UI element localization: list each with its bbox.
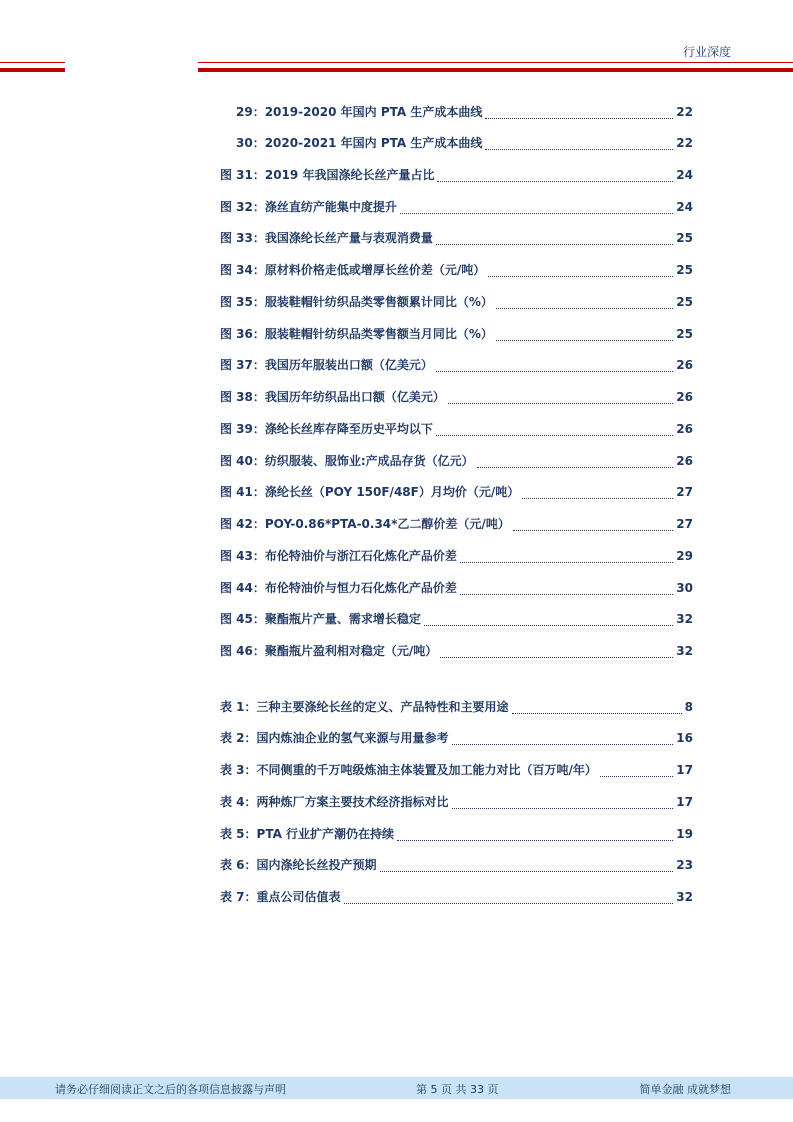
toc-entry-label: 图 46：聚酯瓶片盈利相对稳定（元/吨） (220, 644, 438, 658)
toc-entry[interactable] (220, 579, 693, 597)
toc-entry-label: 表 6：国内涤纶长丝投产预期 (220, 858, 377, 872)
toc-entry-label: 表 2：国内炼油企业的氢气来源与用量参考 (220, 731, 449, 745)
toc-entry-label: 图 38：我国历年纺织品出口额（亿美元） (220, 390, 445, 404)
footer-bar (0, 1077, 793, 1099)
toc-entry-page: 26 (676, 454, 693, 468)
toc-entry-page: 25 (676, 295, 693, 309)
toc-entry-label: 图 35：服装鞋帽针纺织品类零售额累计同比（%） (220, 295, 493, 309)
toc-entry-label: 表 4：两种炼厂方案主要技术经济指标对比 (220, 795, 449, 809)
toc-entry-label: 图 45：聚酯瓶片产量、需求增长稳定 (220, 612, 421, 626)
header-rule (198, 62, 793, 63)
toc-leader-dots (496, 299, 673, 309)
toc-leader-dots (452, 799, 674, 809)
toc-entry-page: 23 (676, 858, 693, 872)
toc-entry-label: 图 34：原材料价格走低或增厚长丝价差（元/吨） (220, 263, 486, 277)
toc-entry-label: 图 33：我国涤纶长丝产量与表观消费量 (220, 231, 433, 245)
toc-entry[interactable] (220, 325, 693, 343)
toc-entry-label: 图 36：服装鞋帽针纺织品类零售额当月同比（%） (220, 327, 493, 341)
toc-entry-page: 24 (676, 200, 693, 214)
toc-entry-page: 16 (676, 731, 693, 745)
toc-entry[interactable] (220, 547, 693, 565)
toc-leader-dots (344, 894, 674, 904)
toc-entry-page: 26 (676, 422, 693, 436)
toc-entry-page: 24 (676, 168, 693, 182)
toc-entry-label: 30：2020-2021 年国内 PTA 生产成本曲线 (236, 136, 483, 150)
toc-entry[interactable] (220, 483, 693, 501)
toc-entry[interactable] (220, 388, 693, 406)
toc-entry-label: 图 39：涤纶长丝库存降至历史平均以下 (220, 422, 433, 436)
toc-entry[interactable] (220, 515, 693, 533)
toc-entry[interactable] (220, 452, 693, 470)
toc-entry-page: 27 (676, 485, 693, 499)
toc-leader-dots (460, 585, 673, 595)
toc-leader-dots (436, 235, 673, 245)
toc-entry-label: 图 40：纺织服装、服饰业:产成品存货（亿元） (220, 454, 474, 468)
header-rule (198, 68, 793, 72)
toc-entry-page: 29 (676, 549, 693, 563)
toc-entry[interactable] (220, 825, 693, 843)
toc-entry-page: 25 (676, 231, 693, 245)
toc-leader-dots (397, 831, 673, 841)
toc-entry-page: 17 (676, 763, 693, 777)
toc-entry-label: 表 7：重点公司估值表 (220, 890, 341, 904)
toc-leader-dots (513, 521, 673, 531)
toc-entry[interactable] (220, 229, 693, 247)
toc-leader-dots (448, 394, 673, 404)
footer-disclaimer: 请务必仔细阅读正文之后的各项信息披露与声明 (55, 1083, 286, 1096)
toc-entry-page: 27 (676, 517, 693, 531)
toc-entry-label: 29：2019-2020 年国内 PTA 生产成本曲线 (236, 105, 483, 119)
toc-entry-page: 26 (676, 358, 693, 372)
toc-leader-dots (437, 172, 673, 182)
toc-entry[interactable] (220, 293, 693, 311)
toc-leader-dots (440, 648, 673, 658)
toc-entry[interactable] (220, 856, 693, 874)
header-rule (0, 62, 65, 63)
toc-entry-page: 25 (676, 263, 693, 277)
toc-entry[interactable] (220, 729, 693, 747)
toc-entry[interactable] (220, 610, 693, 628)
footer-slogan: 简单金融 成就梦想 (639, 1083, 731, 1096)
toc-entry[interactable] (220, 888, 693, 906)
toc-leader-dots (477, 458, 674, 468)
toc-entry-page: 26 (676, 390, 693, 404)
toc-entry[interactable] (220, 793, 693, 811)
toc-entry[interactable] (220, 642, 693, 660)
toc-entry[interactable] (220, 356, 693, 374)
toc-entry-page: 19 (676, 827, 693, 841)
toc-leader-dots (436, 426, 673, 436)
toc-leader-dots (496, 331, 673, 341)
toc-entry[interactable] (236, 134, 693, 152)
header-tag: 行业深度 (682, 45, 731, 59)
toc-entry-label: 图 44：布伦特油价与恒力石化炼化产品价差 (220, 581, 457, 595)
toc-entry[interactable] (220, 198, 693, 216)
toc-leader-dots (400, 204, 673, 214)
toc-entry-page: 30 (676, 581, 693, 595)
toc-entry[interactable] (220, 166, 693, 184)
toc-entry-page: 25 (676, 327, 693, 341)
toc-leader-dots (488, 267, 673, 277)
toc-entry-label: 图 31：2019 年我国涤纶长丝产量占比 (220, 168, 435, 182)
toc-entry[interactable] (220, 698, 693, 716)
toc-leader-dots (522, 489, 673, 499)
toc-leader-dots (380, 862, 674, 872)
toc-entry-page: 32 (676, 644, 693, 658)
toc-entry-label: 图 43：布伦特油价与浙江石化炼化产品价差 (220, 549, 457, 563)
toc-leader-dots (600, 767, 673, 777)
toc-entry-label: 图 41：涤纶长丝（POY 150F/48F）月均价（元/吨） (220, 485, 520, 499)
toc-entry[interactable] (236, 103, 693, 121)
toc-leader-dots (460, 553, 673, 563)
toc-leader-dots (512, 704, 682, 714)
toc-leader-dots (485, 140, 673, 150)
toc-entry-page: 32 (676, 612, 693, 626)
toc-entry[interactable] (220, 420, 693, 438)
toc-entry-page: 17 (676, 795, 693, 809)
toc-leader-dots (436, 362, 673, 372)
toc-entry-page: 22 (676, 105, 693, 119)
toc-leader-dots (424, 616, 673, 626)
toc-entry-label: 图 42：POY-0.86*PTA-0.34*乙二醇价差（元/吨） (220, 517, 510, 531)
toc-leader-dots (452, 735, 674, 745)
footer-page-info: 第 5 页 共 33 页 (416, 1083, 499, 1096)
toc-entry-label: 图 32：涤丝直纺产能集中度提升 (220, 200, 397, 214)
toc-entry[interactable] (220, 761, 693, 779)
toc-entry-label: 表 5：PTA 行业扩产潮仍在持续 (220, 827, 395, 841)
toc-entry-label: 表 1：三种主要涤纶长丝的定义、产品特性和主要用途 (220, 700, 509, 714)
toc-entry-page: 32 (676, 890, 693, 904)
toc-entry-label: 表 3：不同侧重的千万吨级炼油主体装置及加工能力对比（百万吨/年） (220, 763, 597, 777)
toc-entry[interactable] (220, 261, 693, 279)
toc-entry-page: 8 (684, 700, 693, 714)
toc-entry-label: 图 37：我国历年服装出口额（亿美元） (220, 358, 433, 372)
toc-entry-page: 22 (676, 136, 693, 150)
toc-leader-dots (485, 109, 673, 119)
header-rule (0, 68, 65, 72)
